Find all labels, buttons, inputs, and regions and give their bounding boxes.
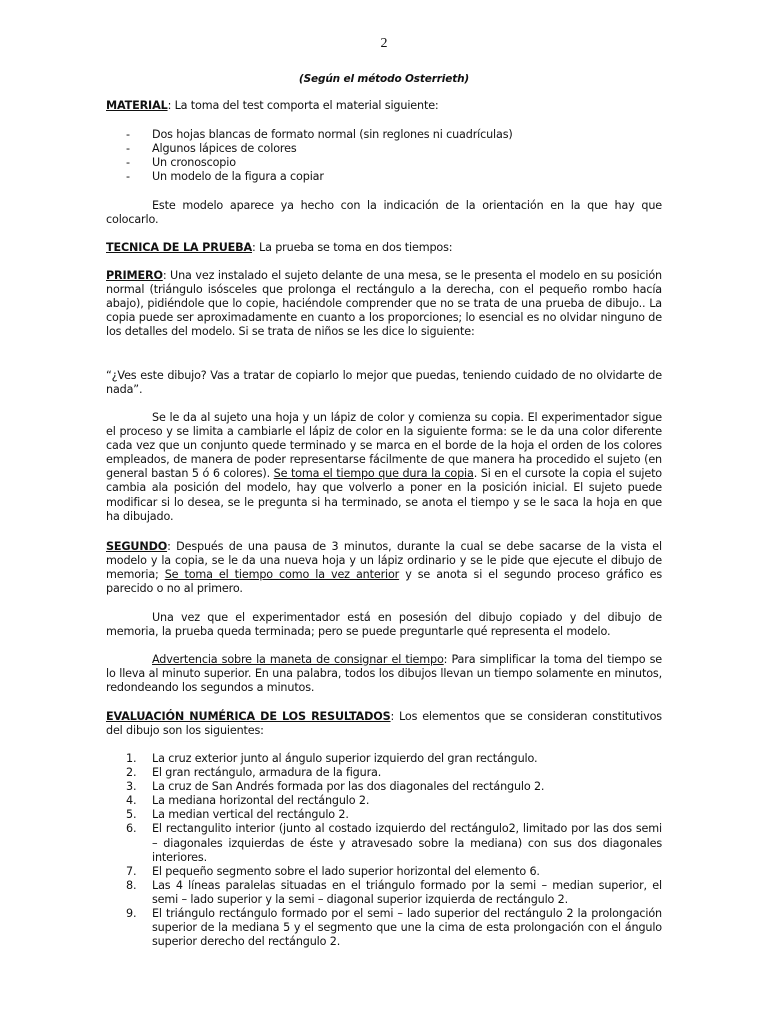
list-item: - Algunos lápices de colores (126, 142, 297, 156)
list-item: - Dos hojas blancas de formato normal (sin reglones ni cuadrículas) (126, 128, 513, 141)
list-item: 4. La mediana horizontal del rectángulo 2. (126, 794, 370, 808)
list-item: 1. La cruz exterior junto al ángulo superior izquierdo del gran rectángulo. (126, 752, 538, 765)
list-item: - Un cronoscopio (126, 156, 236, 170)
list-item: 5. La median vertical del rectángulo 2. (126, 808, 349, 822)
tecnica-text: : La prueba se toma en dos tiempos: (252, 241, 453, 254)
list-item: 3. La cruz de San Andrés formada por las dos diagonales del rectángulo 2. (126, 780, 545, 794)
material-text: : La toma del test comporta el material siguiente: (167, 99, 439, 112)
advertencia-paragraph: Advertencia sobre la maneta de consignar el tiempo: Para simplificar la toma del tiempo se lo lleva al minuto superior. En una palabra, todos los dibujos llevan un tiempo solamente en minutos, redondeando los segundos a minutos. (106, 653, 662, 695)
list-item: 2. El gran rectángulo, armadura de la figura. (126, 766, 382, 780)
evaluacion-paragraph: EVALUACIÓN NUMÉRICA DE LOS RESULTADOS: Los elementos que se consideran constitutivos del dibujo son los siguientes: (106, 710, 662, 738)
list-item: 9. El triángulo rectángulo formado por el semi – lado superior del rectángulo 2 la prolongación superior de la mediana 5 y el segmento que une la cima de esta prolongación con el ángulo superior derecho del rectángulo 2. (126, 907, 662, 949)
list-item: 7. El pequeño segmento sobre el lado superior horizontal del elemento 6. (126, 864, 540, 878)
material-list (106, 128, 662, 184)
primero-text: : Una vez instalado el sujeto delante de una mesa, se le presenta el modelo en su posición normal (triángulo isósceles que prolonga el rectángulo a la derecha, con el pequeño rombo hacía abajo), pidiéndole que lo copie, haciéndole comprender que no se trata de una prueba de dibujo.. La copia puede ser aproximadamente en cuanto a los proporciones; lo esencial es no olvidar ninguno de los detalles del modelo. Si se trata de niños se les dice lo siguiente: (106, 269, 662, 339)
list-item: - Un modelo de la figura a copiar (126, 170, 324, 184)
document-subtitle: (Según el método Osterrieth) (298, 73, 470, 85)
list-item: 8. Las 4 líneas paralelas situadas en el triángulo formado por la semi – median superior, el semi – lado superior y la semi – diagonal superior izquierda de rectángulo 2. (126, 878, 662, 906)
segundo-paragraph: SEGUNDO: Después de una pausa de 3 minutos, durante la cual se debe sacarse de la vista el modelo y la copia, se le da una nueva hoja y un lápiz ordinario y se le pide que ejecute el dibujo de memoria; Se toma el tiempo como la vez anterior y se anota si el segundo proceso gráfico es parecido o no al primero. (106, 540, 662, 596)
page-number: 2 (380, 36, 388, 51)
primero-heading: PRIMERO (106, 269, 163, 282)
proceso-underlined: Se toma el tiempo que dura la copia (273, 467, 474, 481)
material-heading: MATERIAL (106, 99, 168, 112)
tecnica-heading: TECNICA DE LA PRUEBA (106, 241, 253, 254)
list-item: 6. El rectangulito interior (junto al costado izquierdo del rectángulo2, limitado por las dos semi – diagonales izquierdas de éste y atravesado sobre la mediana) con sus dos diagonales interiores. (126, 822, 662, 864)
evaluacion-list (106, 752, 662, 949)
primero-paragraph (106, 269, 662, 339)
final-paragraph: Una vez que el experimentador está en posesión del dibujo copiado y del dibujo de memoria, la prueba queda terminada; pero se puede preguntarle qué representa el modelo. (106, 611, 662, 639)
advertencia-underlined: Advertencia sobre la maneta de consignar el tiempo (152, 653, 444, 666)
evaluacion-heading: EVALUACIÓN NUMÉRICA DE LOS RESULTADOS (106, 710, 391, 723)
segundo-underlined: Se toma el tiempo como la vez anterior (164, 568, 400, 582)
proceso-paragraph: Se le da al sujeto una hoja y un lápiz de color y comienza su copia. El experimentador sigue el proceso y se limita a cambiarle el lápiz de color en la siguiente forma: se le da una color diferente cada vez que un conjunto quede terminado y se marca en el borde de la hoja el orden de los colores empleados, de manera de poder representarse fácilmente de que manera ha procedido el sujeto (en general bastan 5 ó 6 colores). Se toma el tiempo que dura la copia. Si en el cursote la copia el sujeto cambia ala posición del modelo, hay que volverlo a poner en la posición inicial. El sujeto puede modificar si lo desea, se le pregunta si ha terminado, se anota el tiempo y se le saca la hoja en que ha dibujado. (106, 411, 663, 523)
tecnica-paragraph (106, 241, 662, 255)
modelo-note: Este modelo aparece ya hecho con la indicación de la orientación en la que hay que colocarlo. (106, 199, 662, 227)
material-paragraph (106, 99, 662, 113)
segundo-heading: SEGUNDO (106, 540, 168, 553)
quote-paragraph: “¿Ves este dibujo? Vas a tratar de copiarlo lo mejor que puedas, teniendo cuidado de no olvidarte de nada”. (106, 369, 662, 397)
